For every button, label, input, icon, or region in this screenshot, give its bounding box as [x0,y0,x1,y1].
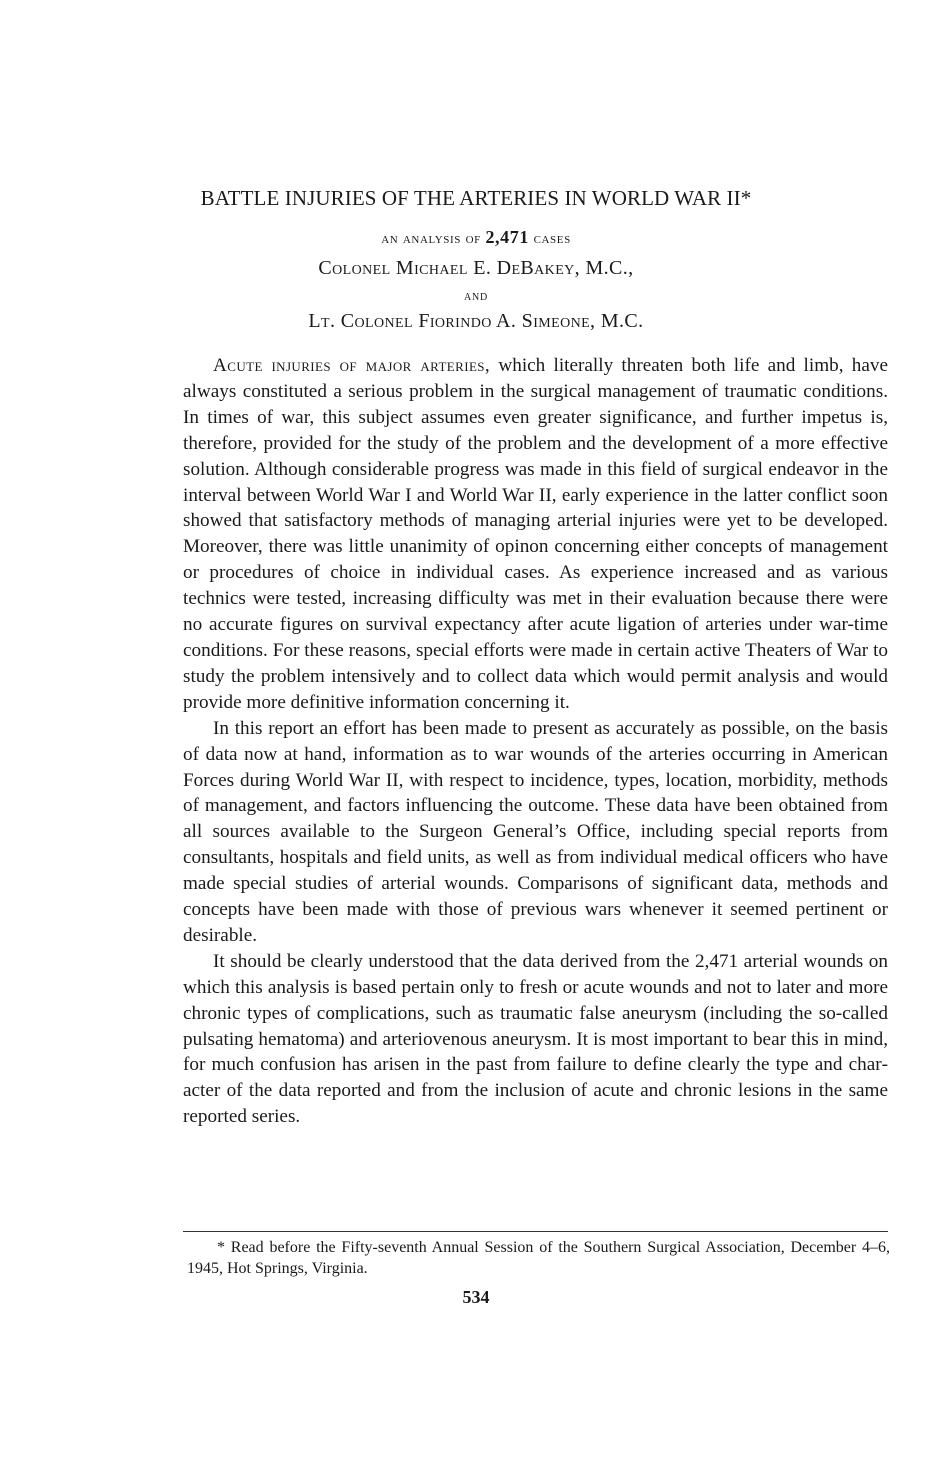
article-subtitle [0,227,952,248]
paragraph-3: It should be clearly understood that the data derived from the 2,471 arterial wounds on which this analysis is based pertain only to fresh or acute wounds and not to later and more chronic types of complications, such as traumatic false aneurysm (including the so-called pulsating hematoma) and arteriovenous aneurysm. It is most important to bear this in mind, for much confusion has arisen in the past from failure to define clearly the type and character of the data reported and from the inclusion of acute and chronic lesions in the same reported series. [183,950,888,1128]
paragraph-2: In this report an effort has been made to present as accurately as possible, on the basis of data now at hand, information as to war wounds of the arteries occurring in American Forces during World War II, with respect to incidence, types, location, morbidity, methods of management, and factors influencing the outcome. These data have been obtained from all sources available to the Surgeon General’s Office, including special reports from consultants, hospitals and field units, as well as from individual medical officers who have made special studies of arterial wounds. Comparisons of significant data, methods and concepts have been made with those of previous wars whenever it seemed pertinent or desirable. [183,717,888,946]
article-body [183,353,888,1130]
subtitle-prefix: an analysis of [381,230,481,247]
footnote [187,1237,890,1279]
author-debakey: Colonel Michael E. DeBakey, M.C., [318,257,634,279]
paragraph-1-lead: Acute injuries of major arteries, [213,355,491,376]
subtitle-case-count: 2,471 [485,227,529,247]
subtitle-suffix: cases [533,230,571,247]
footnote-mark: * [217,1239,225,1256]
author-conjunction: and [463,289,489,304]
footnote-divider [183,1231,888,1232]
paragraph-1 [183,353,888,716]
page-number: 534 [462,1287,490,1307]
footnote-text: Read before the Fifty-seventh Annual Session of the Southern Surgical Association, December 4–6, 1945, Hot Springs, Virginia. [187,1239,890,1277]
article-title: BATTLE INJURIES OF THE ARTERIES IN WORLD WAR II* [200,186,752,210]
author-simeone: Lt. Colonel Fiorindo A. Simeone, M.C. [308,310,644,332]
paragraph-1-text: which literally threaten both life and limb, have always constituted a serious problem in the surgical management of traumatic conditions. In times of war, this subject assumes even greater significance, and further impetus is, therefore, provided for the study of the problem and the development of a more effective solution. Although considerable progress was made in this field of surgical endeavor in the interval between World War I and World War II, early experience in the latter conflict soon showed that satisfactory methods of managing arterial injuries were yet to be developed. Moreover, there was little unanimity of opinon concerning either concepts of management or procedures of choice in individual cases. As experience increased and as various technics were tested, increasing difficulty was met in their evaluation because there were no accurate figures on survival expectancy after acute ligation of arteries under war-time conditions. For these reasons, special efforts were made in certain active Theaters of War to study the problem intensively and to collect data which would permit analysis and would provide more definitive information concerning it. [183,355,888,713]
